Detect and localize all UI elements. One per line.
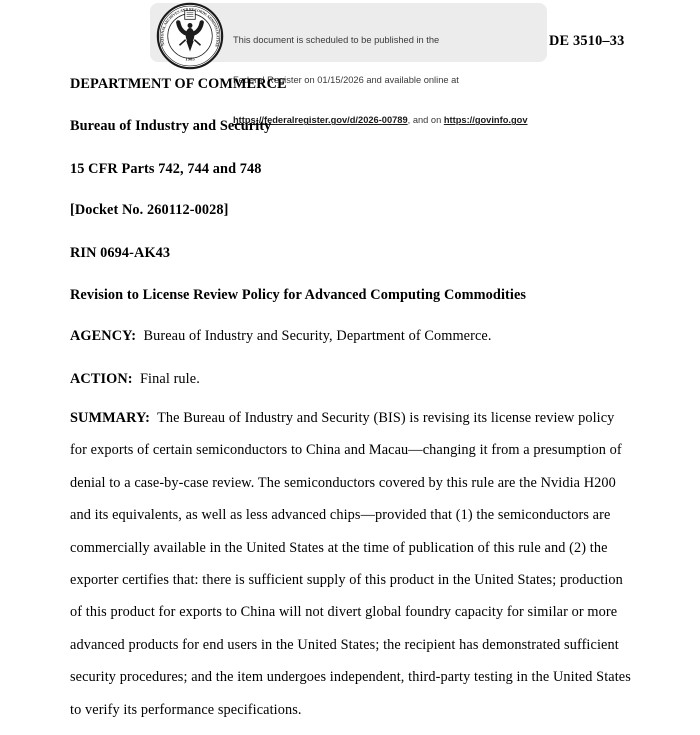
summary-line: and its equivalents, as well as less advanced chips—provided that (1) the semiconductors are xyxy=(70,507,611,524)
summary-line: exporter certifies that: there is sufficient supply of this product in the United States; production xyxy=(70,572,623,589)
heading-bureau: Bureau of Industry and Security xyxy=(70,118,272,134)
summary-label: SUMMARY: xyxy=(70,410,150,426)
summary-line: of this product for exports to China will not divert global foundry capacity for similar or more xyxy=(70,604,618,621)
banner-line-1: This document is scheduled to be published in the xyxy=(233,34,440,45)
agency-line xyxy=(70,329,492,343)
heading-department: DEPARTMENT OF COMMERCE xyxy=(70,76,287,92)
billing-code: DE 3510–33 xyxy=(549,33,625,49)
docket-number: [Docket No. 260112-0028] xyxy=(70,202,229,218)
summary-line: for exports of certain semiconductors to China and Macau—changing it from a presumption of xyxy=(70,442,622,459)
summary-line: advanced products for end users in the United States; the recipient has demonstrated sufficient xyxy=(70,636,619,653)
summary-line: denial to a case-by-case review. The semiconductors covered by this rule are the Nvidia H200 xyxy=(70,474,616,491)
banner-line-3 xyxy=(233,114,545,127)
action-value: Final rule. xyxy=(132,371,200,387)
seal-document-icon xyxy=(185,11,196,20)
heading-cfr-parts: 15 CFR Parts 742, 744 and 748 xyxy=(70,161,262,177)
summary-line: to verify its performance specifications. xyxy=(70,701,302,718)
agency-label: AGENCY: xyxy=(70,328,137,344)
summary-line: security procedures; and the item undergoes independent, third-party testing in the United States xyxy=(70,669,631,686)
summary-line xyxy=(70,402,670,434)
nara-seal-icon xyxy=(156,2,224,70)
rin-number: RIN 0694-AK43 xyxy=(70,245,171,261)
govinfo-link[interactable]: https://govinfo.gov xyxy=(443,115,528,126)
federalregister-link[interactable]: https://federalregister.gov/d/2026-00789 xyxy=(233,115,408,126)
summary-line: commercially available in the United States at the time of publication of this rule and (2) the xyxy=(70,539,608,556)
document-subject: Revision to License Review Policy for Advanced Computing Commodities xyxy=(70,287,527,303)
action-line xyxy=(70,372,200,386)
seal-ring-text: NATIONAL ARCHIVES AND RECORDS ADMINISTRATION xyxy=(159,6,221,48)
summary-line-rest: The Bureau of Industry and Security (BIS) is revising its license review policy xyxy=(149,410,615,426)
seal-year: 1985 xyxy=(185,57,195,63)
banner-line-2: Federal Register on 01/15/2026 and available online at xyxy=(233,75,459,86)
banner-link-separator: , and on xyxy=(407,115,444,126)
action-label: ACTION: xyxy=(70,371,133,387)
summary-paragraph xyxy=(70,402,670,726)
agency-value: Bureau of Industry and Security, Department of Commerce. xyxy=(136,328,492,344)
